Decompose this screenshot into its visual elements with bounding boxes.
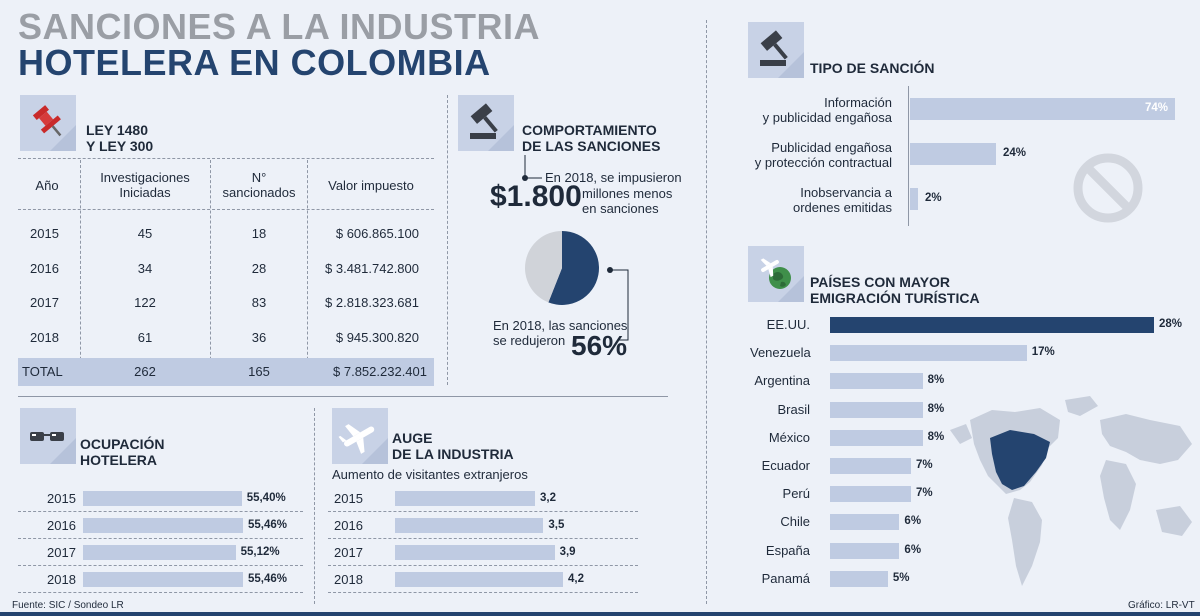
- paises-bar: [830, 317, 1154, 333]
- auge-heading-line2: DE LA INDUSTRIA: [392, 446, 514, 462]
- row-divider: [18, 565, 303, 566]
- tipo-category-label: Publicidad engañosa y protección contractual: [754, 140, 892, 170]
- auge-value: 3,9: [559, 545, 576, 558]
- comportamiento-heading-line1: COMPORTAMIENTO: [522, 122, 657, 138]
- ocupacion-bar: [83, 518, 243, 533]
- comportamiento-big-percent: 56%: [571, 330, 628, 361]
- table-cell-year: 2018: [30, 329, 59, 345]
- paises-heading-line2: EMIGRACIÓN TURÍSTICA: [810, 290, 980, 306]
- footer-bar: [0, 612, 1200, 616]
- table-cell-sancionados: 28: [251, 260, 267, 276]
- table-cell-investigaciones: 45: [137, 226, 153, 241]
- paises-value: 8%: [927, 430, 945, 443]
- paises-value: 7%: [916, 459, 933, 471]
- pushpin-icon: [20, 95, 76, 151]
- page-title-line1: SANCIONES A LA INDUSTRIA: [18, 6, 541, 47]
- comportamiento-text-bottom1: En 2018, las sanciones: [493, 318, 628, 333]
- paises-value: 7%: [916, 487, 933, 500]
- ocupacion-value: 55,46%: [248, 572, 288, 585]
- paises-country-label: España: [765, 542, 810, 558]
- paises-bar: [830, 571, 888, 587]
- paises-bar: [830, 402, 923, 418]
- comportamiento-text-line2: millones menos: [582, 186, 673, 201]
- ocupacion-year-label: 2016: [47, 518, 76, 533]
- table-total-investigaciones: 262: [134, 364, 156, 379]
- comportamiento-text-line3: en sanciones: [582, 201, 659, 216]
- table-cell-year: 2017: [30, 295, 59, 310]
- comportamiento-text-bottom2: se redujeron: [493, 333, 566, 348]
- table-total-valor: $ 7.852.232.401: [333, 364, 427, 379]
- paises-value: 8%: [927, 402, 945, 415]
- tipo-category-label: Información y publicidad engañosa: [762, 95, 892, 125]
- row-divider: [328, 511, 638, 512]
- table-cell-valor: $ 606.865.100: [335, 226, 419, 241]
- page-title-line2: HOTELERA EN COLOMBIA: [18, 42, 491, 83]
- auge-bar: [395, 518, 543, 533]
- auge-heading-line1: AUGE: [392, 430, 433, 446]
- paises-country-label: Panamá: [761, 570, 810, 586]
- table-cell-valor: $ 3.481.742.800: [325, 260, 419, 276]
- ocupacion-value: 55,12%: [240, 545, 280, 558]
- tipo-sancion-heading: TIPO DE SANCIÓN: [810, 60, 935, 76]
- table-cell-valor: $ 945.300.820: [335, 329, 419, 345]
- table-header-year: Año: [35, 178, 59, 193]
- auge-subtitle: Aumento de visitantes extranjeros: [332, 467, 528, 482]
- tipo-value: 24%: [1002, 147, 1026, 159]
- paises-country-label: Brasil: [777, 401, 810, 417]
- paises-value: 17%: [1031, 346, 1055, 359]
- table-header-investigaciones: Investigaciones Iniciadas: [100, 170, 190, 200]
- paises-country-label: Argentina: [754, 373, 810, 389]
- table-cell-year: 2015: [30, 226, 59, 241]
- row-divider: [328, 538, 638, 539]
- auge-year-label: 2017: [334, 545, 363, 560]
- paises-value: 5%: [892, 571, 910, 584]
- comportamiento-big-amount: $1.800: [490, 180, 582, 213]
- paises-country-label: Chile: [780, 514, 810, 530]
- gavel-icon-2: [748, 22, 804, 78]
- table-total-sancionados: 165: [248, 364, 270, 379]
- ocupacion-bar: [83, 572, 243, 587]
- ocupacion-bar: [83, 545, 236, 560]
- tipo-category-label: Inobservancia a ordenes emitidas: [793, 185, 892, 215]
- table-cell-investigaciones: 61: [137, 329, 153, 345]
- paises-country-label: EE.UU.: [766, 317, 810, 332]
- prohibited-icon: [1070, 150, 1150, 230]
- ocupacion-bar: [83, 491, 242, 506]
- paises-value: 6%: [904, 543, 922, 556]
- tipo-value: 74%: [1145, 102, 1169, 114]
- paises-value: 8%: [927, 374, 945, 387]
- comportamiento-text-top: En 2018, se impusieron: [545, 170, 682, 185]
- auge-bar: [395, 572, 563, 587]
- table-cell-year: 2016: [30, 260, 59, 276]
- table-header-sancionados: N° sancionados: [222, 170, 296, 200]
- table-cell-sancionados: 36: [251, 329, 267, 345]
- ocupacion-year-label: 2015: [47, 491, 76, 506]
- tipo-bar: [910, 143, 996, 165]
- table-cell-investigaciones: 122: [134, 295, 156, 310]
- world-map-icon: [927, 390, 1200, 612]
- tipo-bar: [910, 98, 1175, 120]
- paises-value: 6%: [904, 515, 922, 528]
- paises-value: 28%: [1159, 318, 1183, 330]
- paises-bar: [830, 373, 923, 389]
- table-total-label: TOTAL: [22, 364, 63, 379]
- row-divider: [328, 592, 638, 593]
- auge-bar: [395, 545, 555, 560]
- footer-credit: Gráfico: LR-VT: [1128, 600, 1195, 611]
- auge-value: 4,2: [568, 572, 584, 585]
- ley-heading-line2: Y LEY 300: [86, 138, 154, 154]
- table-cell-investigaciones: 34: [137, 260, 153, 276]
- table-cell-sancionados: 83: [251, 295, 267, 310]
- ocupacion-year-label: 2017: [47, 545, 76, 560]
- auge-year-label: 2016: [334, 518, 363, 533]
- airplane-icon: [332, 408, 388, 464]
- ocupacion-value: 55,40%: [246, 491, 286, 504]
- auge-year-label: 2015: [334, 491, 363, 506]
- paises-bar: [830, 543, 899, 559]
- auge-year-label: 2018: [334, 572, 363, 587]
- gavel-icon: [458, 95, 514, 151]
- auge-value: 3,5: [548, 518, 565, 531]
- paises-country-label: México: [768, 429, 810, 445]
- globe-plane-icon: [748, 246, 804, 302]
- ocupacion-heading-line2: HOTELERA: [80, 452, 157, 468]
- table-cell-valor: $ 2.818.323.681: [325, 295, 419, 310]
- comportamiento-heading-line2: DE LAS SANCIONES: [522, 138, 661, 154]
- paises-bar: [830, 430, 923, 446]
- auge-value: 3,2: [540, 491, 556, 504]
- ocupacion-heading-line1: OCUPACIÓN: [80, 436, 165, 452]
- ley-heading-line1: LEY 1480: [86, 122, 149, 138]
- paises-country-label: Perú: [782, 486, 810, 502]
- table-header-valor: Valor impuesto: [328, 178, 414, 193]
- ocupacion-year-label: 2018: [47, 572, 76, 587]
- row-divider: [328, 565, 638, 566]
- table-cell-sancionados: 18: [251, 226, 267, 241]
- tipo-bar: [910, 188, 918, 210]
- paises-bar: [830, 458, 911, 474]
- tipo-value: 2%: [925, 192, 942, 204]
- paises-country-label: Venezuela: [750, 345, 811, 361]
- row-divider: [18, 511, 303, 512]
- paises-bar: [830, 345, 1027, 361]
- footer-source: Fuente: SIC / Sondeo LR: [12, 600, 124, 611]
- ocupacion-value: 55,46%: [248, 518, 288, 531]
- paises-bar: [830, 486, 911, 502]
- row-divider: [18, 592, 303, 593]
- sunglasses-icon: [20, 408, 76, 464]
- paises-heading-line1: PAÍSES CON MAYOR: [810, 274, 951, 290]
- row-divider: [18, 538, 303, 539]
- paises-bar: [830, 514, 899, 530]
- auge-bar: [395, 491, 535, 506]
- paises-country-label: Ecuador: [761, 458, 810, 473]
